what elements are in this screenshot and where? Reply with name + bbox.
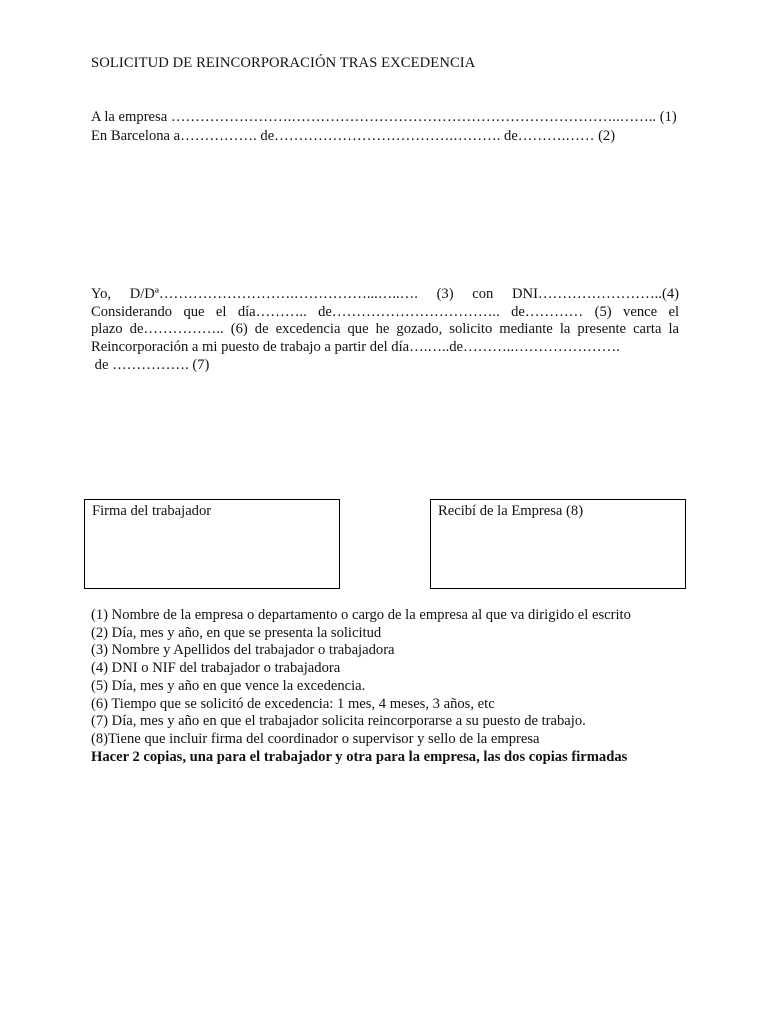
footnote-5: (5) Día, mes y año en que vence la excedencia.: [91, 677, 366, 694]
footnote-7: (7) Día, mes y año en que el trabajador solicita reincorporarse a su puesto de trabajo.: [91, 713, 586, 730]
company-address-line: A la empresa …………………….…………………………………………………………..…….. (1): [91, 109, 677, 125]
worker-signature-box: [84, 499, 340, 589]
footnote-4: (4) DNI o NIF del trabajador o trabajadora: [91, 660, 341, 677]
footnote-6: (6) Tiempo que se solicitó de excedencia: 1 mes, 4 meses, 3 años, etc: [91, 695, 495, 712]
worker-signature-label: Firma del trabajador: [92, 503, 212, 519]
footnote-3: (3) Nombre y Apellidos del trabajador o trabajadora: [91, 642, 395, 659]
body-line-leave-period: plazo de…………….. (6) de excedencia que he gozado, solicito mediante la presente carta la: [91, 321, 679, 337]
body-line-return-date: Reincorporación a mi puesto de trabajo a partir del día….…..de………..………………….: [91, 339, 620, 355]
copies-instruction: Hacer 2 copias, una para el trabajador y otra para la empresa, las dos copias firmadas: [91, 748, 628, 765]
body-line-expiry-date: Considerando que el día……….. de…………………………….. de………… (5) vence el: [91, 304, 679, 320]
footnote-1: (1) Nombre de la empresa o departamento o cargo de la empresa al que va dirigido el escrito: [91, 607, 631, 623]
footnotes-list: [91, 607, 631, 766]
place-date-line: En Barcelona a……………. de……………………………….………. de……….…… (2): [91, 128, 616, 144]
document-title: SOLICITUD DE REINCORPORACIÓN TRAS EXCEDENCIA: [91, 55, 476, 71]
footnote-8: (8)Tiene que incluir firma del coordinador o supervisor y sello de la empresa: [91, 730, 540, 747]
company-receipt-label: Recibí de la Empresa (8): [438, 503, 584, 519]
body-line-name-dni: Yo, D/Dª……………………….……………...…..…. (3) con DNI……………………..(4): [91, 286, 679, 302]
company-receipt-box: [430, 499, 686, 589]
footnote-2: (2) Día, mes y año, en que se presenta la solicitud: [91, 624, 382, 641]
body-line-return-year: de ……………. (7): [91, 357, 210, 373]
